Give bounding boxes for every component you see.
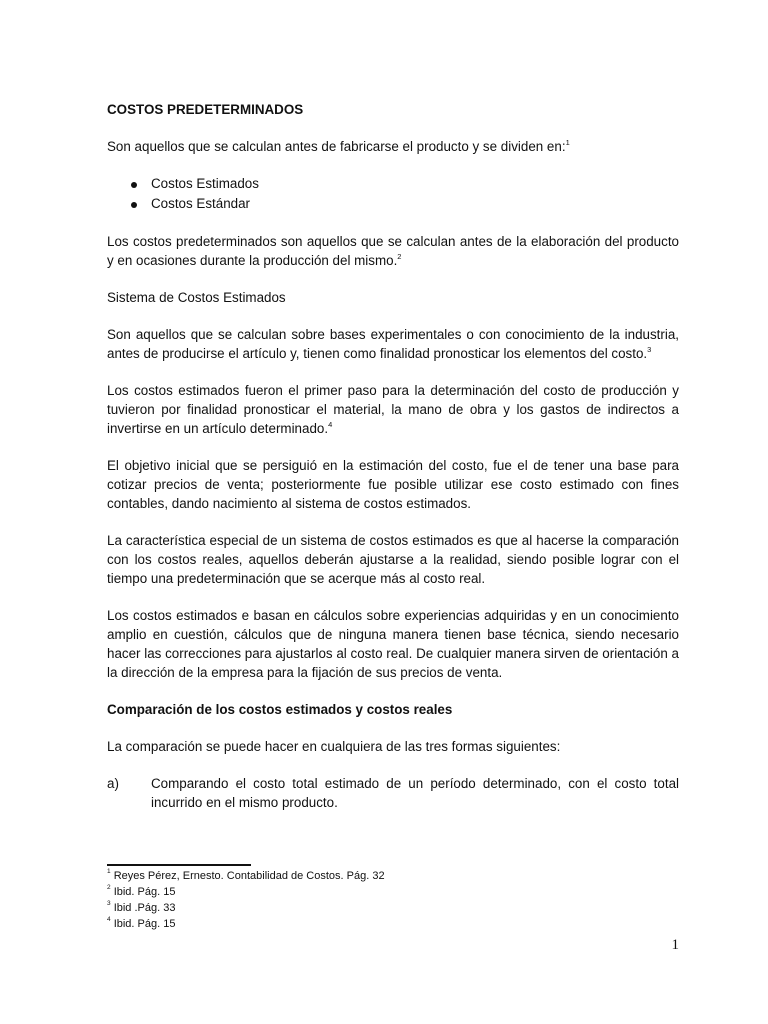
- footnote-separator: [107, 864, 251, 866]
- footnote-ref: 2: [397, 251, 402, 261]
- section-heading-estimados: Sistema de Costos Estimados: [107, 290, 286, 305]
- estimados-text-2: Los costos estimados fueron el primer paso para la determinación del costo de producción y tuvieron por finalidad pronosticar el material, la mano de obra y los gastos de indirectos a invertirse en un artículo determinado.: [107, 383, 679, 436]
- list-item: [107, 174, 679, 194]
- document-title: COSTOS PREDETERMINADOS: [107, 102, 304, 117]
- footnote-ref: 1: [565, 137, 570, 147]
- estimados-paragraph-2: [107, 381, 679, 438]
- footnote-text: Reyes Pérez, Ernesto. Contabilidad de Costos. Pág. 32: [113, 870, 385, 882]
- footnote-number: 1: [107, 868, 111, 876]
- list-item: [107, 194, 679, 214]
- footnote-number: 4: [107, 916, 111, 924]
- enum-marker: a): [107, 776, 119, 791]
- objetivo-paragraph: El objetivo inicial que se persiguió en la estimación del costo, fue el de tener una base para cotizar precios de venta; posteriormente fue posible utilizar ese costo estimado con fines contables, dando nacimiento al sistema de costos estimados.: [107, 458, 679, 511]
- bullet-icon: [131, 182, 137, 188]
- estimados-paragraph-1: [107, 325, 679, 363]
- caracteristica-paragraph: La característica especial de un sistema de costos estimados es que al hacerse la comparación con los costos reales, aquellos deberán ajustarse a la realidad, siendo posible lograr con el tiempo una predeterminación que se acerque más al costo real.: [107, 533, 679, 586]
- footnote: [107, 868, 679, 884]
- enum-item-text: Comparando el costo total estimado de un período determinado, con el costo total incurrido en el mismo producto.: [151, 776, 679, 810]
- list-item-label: Costos Estándar: [151, 196, 250, 211]
- footnote: [107, 916, 679, 932]
- definition-paragraph: [107, 232, 679, 270]
- definition-text: Los costos predeterminados son aquellos que se calculan antes de la elaboración del producto y en ocasiones durante la producción del mismo.: [107, 234, 679, 268]
- footnotes: [107, 868, 679, 932]
- section-heading-comparacion: Comparación de los costos estimados y costos reales: [107, 702, 453, 717]
- footnote-text: Ibid. Pág. 15: [113, 886, 176, 898]
- enumerated-item: [107, 774, 679, 812]
- list-item-label: Costos Estimados: [151, 176, 259, 191]
- intro-text: Son aquellos que se calculan antes de fabricarse el producto y se dividen en:: [107, 139, 566, 154]
- footnote-ref: 3: [647, 344, 652, 354]
- page-number: 1: [671, 937, 679, 953]
- comparacion-intro-paragraph: La comparación se puede hacer en cualquiera de las tres formas siguientes:: [107, 739, 561, 754]
- cost-types-list: [107, 174, 679, 214]
- footnote: [107, 884, 679, 900]
- intro-paragraph: [107, 137, 679, 156]
- footnote-number: 2: [107, 884, 111, 892]
- bullet-icon: [131, 202, 137, 208]
- footnote-text: Ibid. Pág. 15: [113, 918, 176, 930]
- calculos-paragraph: Los costos estimados e basan en cálculos sobre experiencias adquiridas y en un conocimiento amplio en cuestión, cálculos que de ninguna manera tienen base técnica, siendo necesario hacer las correcciones para ajustarlos al costo real. De cualquier manera sirven de orientación a la dirección de la empresa para la fijación de sus precios de venta.: [107, 608, 679, 680]
- footnote-ref: 4: [328, 419, 333, 429]
- estimados-text-1: Son aquellos que se calculan sobre bases experimentales o con conocimiento de la industria, antes de producirse el artículo y, tienen como finalidad pronosticar los elementos del costo.: [107, 327, 679, 361]
- document-body: [107, 100, 679, 812]
- footnote: [107, 900, 679, 916]
- footnote-text: Ibid .Pág. 33: [113, 902, 176, 914]
- footnote-number: 3: [107, 900, 111, 908]
